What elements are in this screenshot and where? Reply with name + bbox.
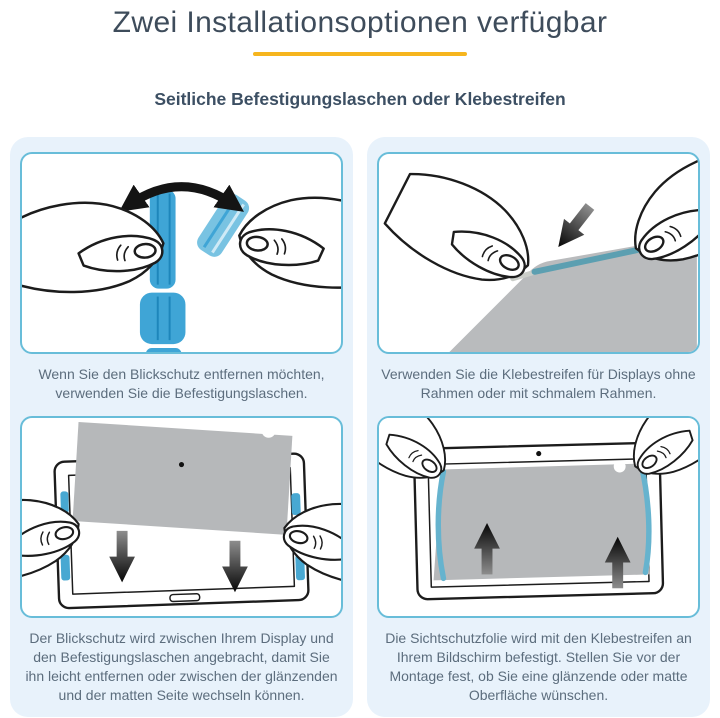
- figure-box: [20, 416, 343, 618]
- panel-caption: Wenn Sie den Blickschutz entfernen möchten, verwenden Sie die Befestigungslaschen.: [38, 366, 325, 401]
- panel-tab-mounting: [20, 416, 343, 705]
- camera-dot: [179, 462, 184, 467]
- panel-caption: Der Blickschutz wird zwischen Ihrem Display und den Befestigungslaschen angebracht, damit Sie ihn leicht entfernen oder zwischen der glänzenden und der matten Seite wechseln können.: [25, 630, 338, 703]
- figure-box: [377, 152, 700, 354]
- gold-divider: [253, 52, 467, 56]
- hands-applying-adhesive-strip-illustration: [379, 154, 698, 352]
- panel-tabs-pivot: [20, 152, 343, 403]
- panel-caption: Die Sichtschutzfolie wird mit den Klebestreifen an Ihrem Bildschirm befestigt. Stellen Sie vor der Montage fest, ob Sie eine glänzende oder matte Oberfläche wünschen.: [385, 630, 692, 703]
- pivot-arrow-icon: [128, 187, 235, 206]
- privacy-screen-sliding-behind-side-tabs-illustration: [22, 418, 341, 616]
- hands-pivoting-attachment-tabs-illustration: [22, 154, 341, 352]
- privacy-film: [73, 422, 293, 535]
- column-right: [367, 137, 710, 717]
- privacy-film-attached-with-adhesive-strips-illustration: [379, 418, 698, 616]
- corner-notch: [614, 461, 626, 473]
- figure-box: [377, 416, 700, 618]
- page-title: Zwei Installationsoptionen verfügbar: [112, 6, 608, 39]
- right-hand: [235, 190, 341, 294]
- panel-grid: [10, 137, 710, 717]
- page-subtitle: Seitliche Befestigungslaschen oder Klebestreifen: [154, 89, 566, 109]
- column-left: [10, 137, 353, 717]
- panel-caption: Verwenden Sie die Klebestreifen für Displays ohne Rahmen oder mit schmalem Rahmen.: [381, 366, 696, 401]
- panel-adhesive-strip: [377, 152, 700, 403]
- side-tab: [291, 493, 301, 515]
- side-tab: [60, 555, 70, 581]
- figure-box: [20, 152, 343, 354]
- down-arrow-icon: [548, 199, 600, 255]
- panel-adhesive-mounting: [377, 416, 700, 705]
- left-hand: [22, 197, 166, 296]
- corner-notch: [262, 424, 276, 438]
